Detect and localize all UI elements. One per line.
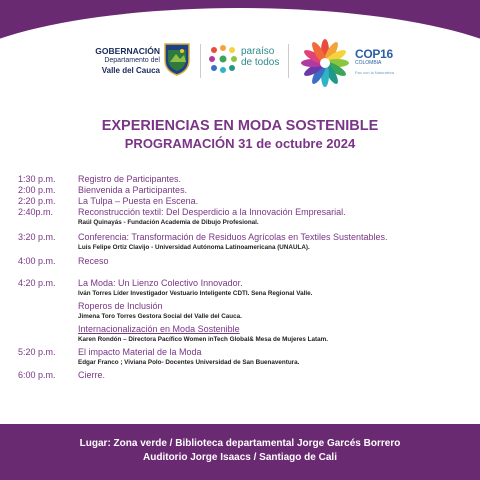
cop16-flower-icon <box>300 38 350 88</box>
schedule-activity: La Moda: Un Lienzo Colectivo Innovador. <box>78 278 243 288</box>
schedule-activity: Internacionalización en Moda Sostenible <box>78 324 240 334</box>
valle-shield-icon <box>162 42 192 76</box>
schedule-time: 2:00 p.m. <box>18 185 56 195</box>
logo-divider-2 <box>288 44 289 78</box>
paraiso-logo-text <box>241 46 279 68</box>
event-title: EXPERIENCIAS EN MODA SOSTENIBLE <box>101 118 379 134</box>
schedule-activity: Roperos de Inclusión <box>78 301 163 311</box>
gobernacion-logo-text <box>88 46 160 76</box>
venue-line2: Auditorio Jorge Isaacs / Santiago de Cali <box>143 452 337 463</box>
schedule-speaker: Luis Felipe Ortiz Clavijo - Universidad Autónoma Latinoamericana (UNAULA). <box>78 244 310 251</box>
venue-footer <box>0 424 480 480</box>
schedule-time: 5:20 p.m. <box>18 347 56 357</box>
cop16-line2: COLOMBIA <box>355 60 382 66</box>
schedule-activity: Cierre. <box>78 370 106 380</box>
schedule-speaker: Raúl Quinayás - Fundación Academia de Dibujo Profesional. <box>78 219 259 226</box>
schedule-speaker: Karen Rondón – Directora Pacífico Women inTech Global& Mesa de Mujeres Latam. <box>78 336 328 343</box>
event-subtitle: PROGRAMACIÓN 31 de octubre 2024 <box>124 136 356 151</box>
cop16-line3: Paz con la Naturaleza <box>355 70 395 75</box>
schedule-time: 6:00 p.m. <box>18 370 56 380</box>
schedule-time: 2:20 p.m. <box>18 196 56 206</box>
paraiso-line1: paraíso <box>241 46 275 57</box>
cop16-logo-text <box>355 47 395 77</box>
schedule-activity: Conferencia: Transformación de Residuos Agrícolas en Textiles Sustentables. <box>78 232 388 242</box>
schedule-activity: Registro de Participantes. <box>78 174 182 184</box>
paraiso-dots-icon <box>208 44 238 74</box>
schedule-time: 3:20 p.m. <box>18 232 56 242</box>
logo-bar <box>0 36 480 92</box>
schedule-speaker: Iván Torres Líder Investigador Vestuario Inteligente CDTI. Sena Regional Valle. <box>78 290 313 297</box>
schedule-time: 4:00 p.m. <box>18 256 56 266</box>
gobernacion-line2: Departamento del <box>104 57 160 64</box>
schedule-activity: Reconstrucción textil: Del Desperdicio a la Innovación Empresarial. <box>78 207 346 217</box>
schedule-activity: Bienvenida a Participantes. <box>78 185 188 195</box>
schedule-time: 2:40p.m. <box>18 207 54 217</box>
gobernacion-line1: GOBERNACIÓN <box>95 46 160 56</box>
schedule-activity: El impacto Material de la Moda <box>78 347 202 357</box>
schedule-speaker: Edgar Franco ; Viviana Polo- Docentes Universidad de San Buenaventura. <box>78 359 300 366</box>
schedule-time: 4:20 p.m. <box>18 278 56 288</box>
venue-line1: Lugar: Zona verde / Biblioteca departamental Jorge Garcés Borrero <box>79 438 401 449</box>
paraiso-line2: de todos <box>241 57 280 68</box>
gobernacion-line3: Valle del Cauca <box>101 66 160 75</box>
schedule-activity: Receso <box>78 256 109 266</box>
cop16-line1: COP16 <box>355 47 393 61</box>
schedule-speaker: Jimena Toro Torres Gestora Social del Valle del Cauca. <box>78 313 242 320</box>
schedule-time: 1:30 p.m. <box>18 174 56 184</box>
schedule-activity: La Tulpa – Puesta en Escena. <box>78 196 199 206</box>
logo-divider <box>200 44 201 78</box>
